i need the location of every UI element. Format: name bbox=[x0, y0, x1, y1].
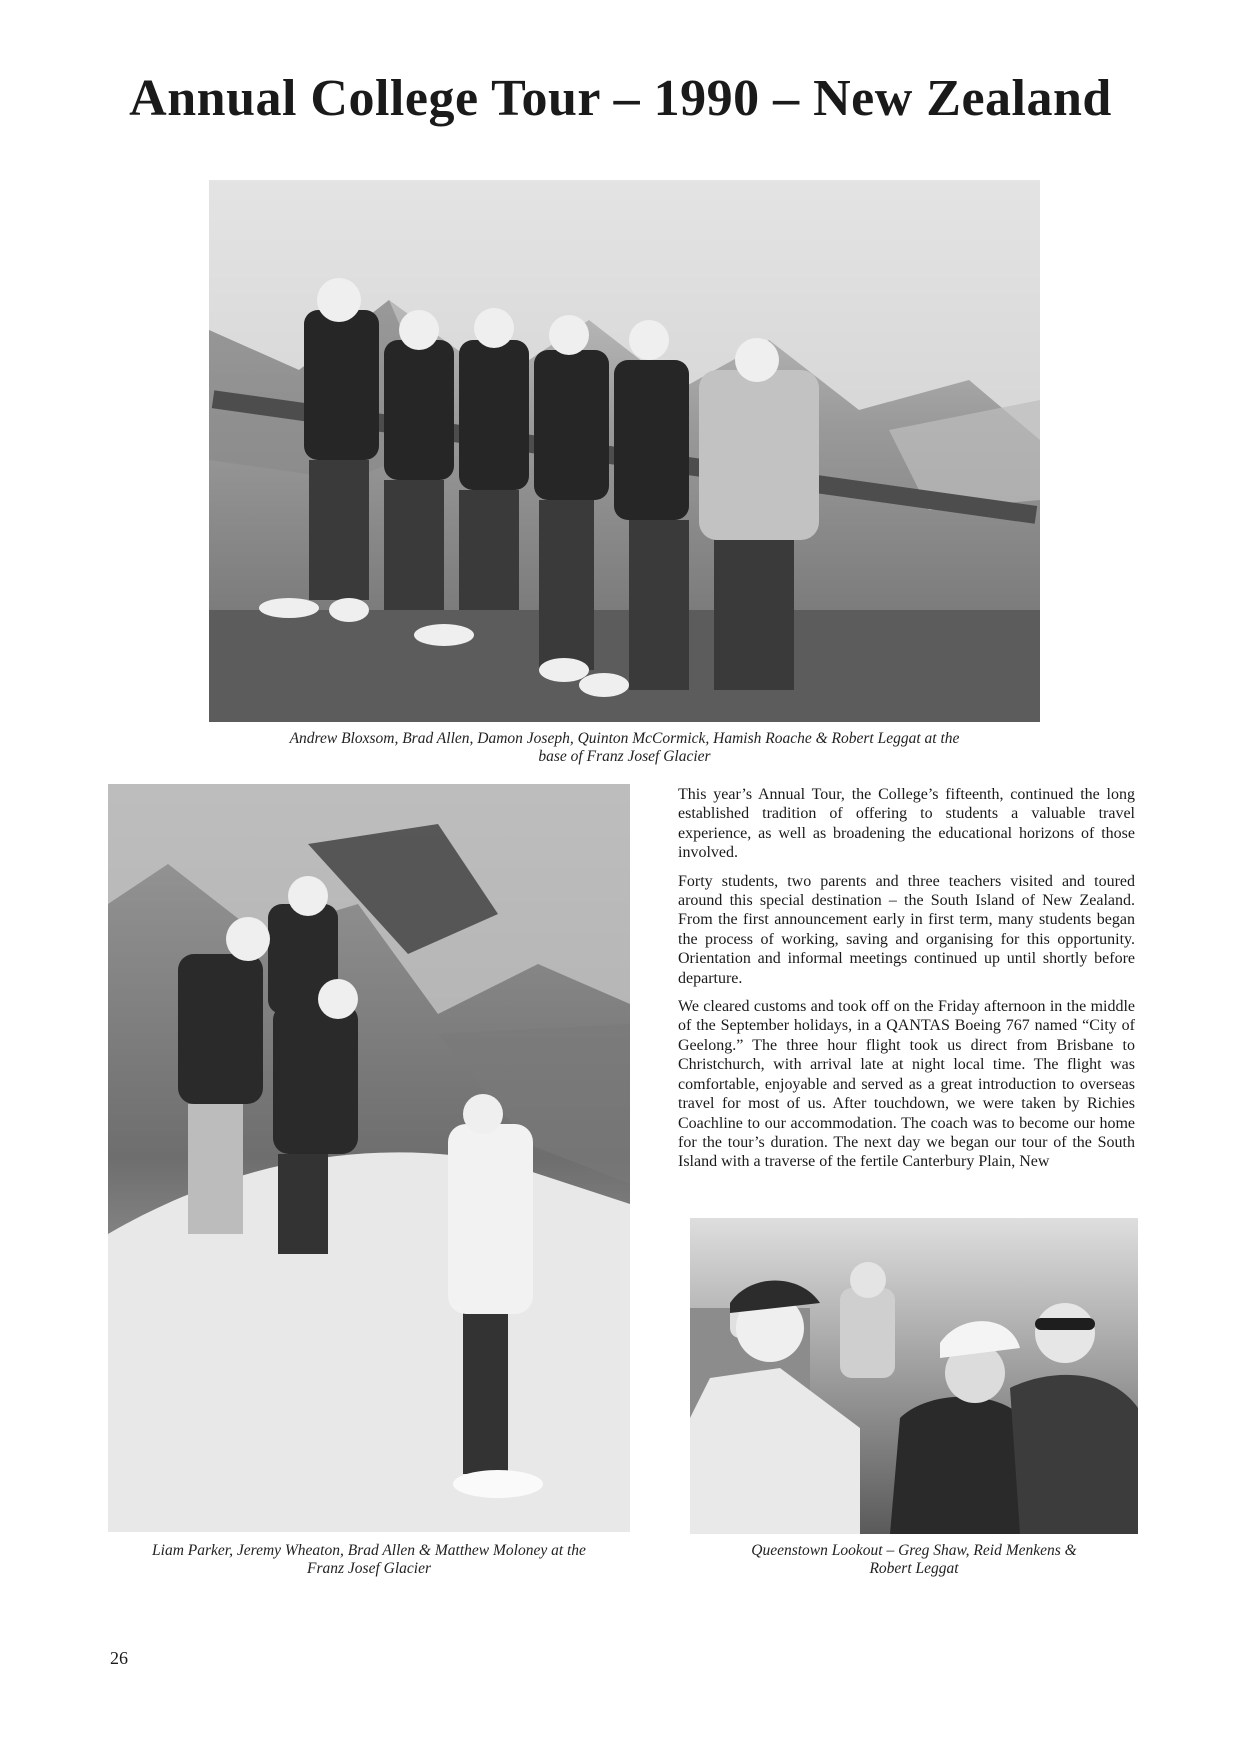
caption-line: Queenstown Lookout – Greg Shaw, Reid Menkens & bbox=[751, 1542, 1077, 1559]
glacier-climb-photo-image bbox=[108, 784, 630, 1532]
article-paragraph: Forty students, two parents and three teachers visited and toured around this special destination – the South Island of New Zealand. From the first announcement early in first term, many students began the process of working, saving and organising for this opportunity. Orientation and informal meetings continued up until shortly before departure. bbox=[678, 872, 1135, 987]
article-paragraph: We cleared customs and took off on the Friday afternoon in the middle of the September holidays, in a QANTAS Boeing 767 named “City of Geelong.” The three hour flight took us direct from Brisbane to Christchurch, with arrival late at night local time. The flight was comfortable, enjoyable and served as a great introduction to overseas travel for most of us. After touchdown, we were taken by Richies Coachline to our accommodation. The coach was to become our home for the tour’s duration. The next day we began our tour of the South Island with a traverse of the fertile Canterbury Plain, New bbox=[678, 998, 1135, 1171]
caption-line: Franz Josef Glacier bbox=[307, 1560, 431, 1577]
queenstown-lookout-photo bbox=[690, 1218, 1138, 1534]
page-number: 26 bbox=[110, 1648, 128, 1668]
queenstown-lookout-photo-caption bbox=[690, 1542, 1138, 1578]
article-paragraph: This year’s Annual Tour, the College’s fifteenth, continued the long established tradition of offering to students a valuable travel experience, as well as broadening the educational horizons of those involved. bbox=[678, 786, 1135, 862]
group-photo-glacier-base-image bbox=[209, 180, 1040, 722]
glacier-climb-photo bbox=[108, 784, 630, 1532]
page-title: Annual College Tour – 1990 – New Zealand bbox=[129, 70, 1112, 127]
caption-line: Andrew Bloxsom, Brad Allen, Damon Joseph, Quinton McCormick, Hamish Roache & Robert Leggat at the bbox=[289, 730, 960, 747]
caption-line: base of Franz Josef Glacier bbox=[538, 748, 711, 765]
glacier-climb-photo-caption bbox=[108, 1542, 630, 1578]
group-photo-glacier-base-caption bbox=[200, 730, 1049, 766]
caption-line: Robert Leggat bbox=[869, 1560, 959, 1577]
queenstown-lookout-photo-image bbox=[690, 1218, 1138, 1534]
caption-line: Liam Parker, Jeremy Wheaton, Brad Allen & Matthew Moloney at the bbox=[152, 1542, 586, 1559]
article-body bbox=[678, 785, 1135, 1181]
group-photo-glacier-base bbox=[209, 180, 1040, 722]
